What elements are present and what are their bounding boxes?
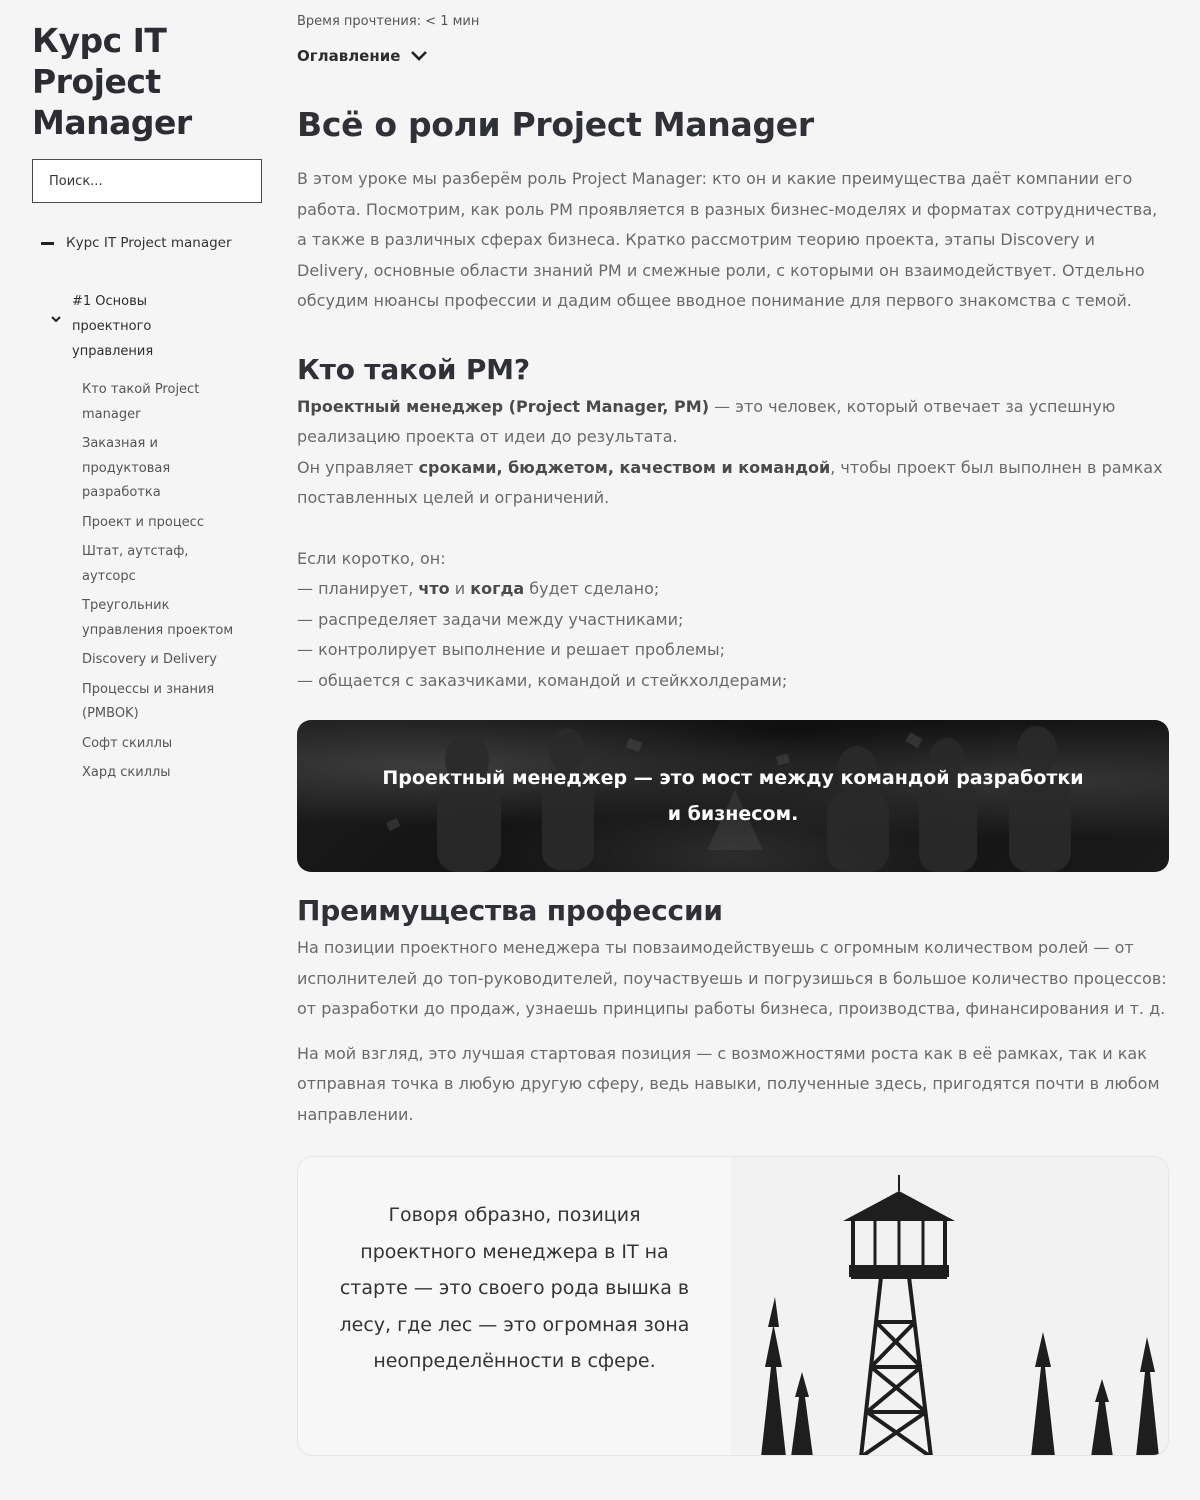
nav-item-triangle[interactable]: Треугольник управления проектом	[82, 598, 234, 638]
pm-definition-text: — это человек, который отвечает за успешную реализацию проекта от идеи до результата.	[297, 396, 1116, 446]
sidebar	[0, 0, 280, 1500]
intro-paragraph: В этом уроке мы разберём роль Project Manager: кто он и какие преимущества даёт компании его работа. Посмотрим, как роль PM проявляется в разных бизнес-моделях и форматах сотрудничества, а также в различных сферах бизнеса. Кратко рассмотрим теорию проекта, этапы Discovery и Delivery, основные области знаний PM и смежные роли, с которыми он взаимодействует. Отдельно обсудим нюансы профессии и дадим общее вводное понимание для первого знакомства с темой.	[297, 169, 1158, 310]
page-title: Всё о роли Project Manager	[297, 105, 814, 144]
watchtower-illustration	[731, 1157, 1168, 1456]
nav-item-custom-product-dev[interactable]: Заказная и продуктовая разработка	[82, 436, 171, 500]
nav-section-basics[interactable]	[72, 289, 202, 364]
nav-items	[82, 378, 242, 786]
nav-item-pmbok[interactable]: Процессы и знания (PMBOK)	[82, 681, 215, 721]
nav-item-staff-outsource[interactable]: Штат, аутстаф, аутсорс	[82, 544, 189, 584]
banner-quote-text: Проектный менеджер — это мост между командой разработки и бизнесом.	[382, 767, 1084, 825]
metaphor-card	[297, 1156, 1169, 1456]
nav-item-soft-skills[interactable]: Софт скиллы	[82, 735, 173, 751]
quote-banner	[297, 720, 1169, 872]
bullet-plans-and: и	[449, 579, 471, 598]
watchtower-image	[731, 1157, 1168, 1456]
pm-definition	[297, 392, 1169, 453]
chevron-down-icon	[410, 49, 428, 63]
collapse-minus-icon[interactable]	[41, 242, 54, 245]
bullet-plans-prefix: — планирует,	[297, 579, 419, 598]
advantages-paragraph-1: На позиции проектного менеджера ты повзаимодействуешь с огромным количеством ролей — от исполнителей до топ-руководителей, поучаствуешь и погрузишься в большое количество процессов: от разработки до продаж, узнаешь принципы работы бизнеса, производства, финансирования и т. д.	[297, 938, 1167, 1018]
pm-manages-areas: сроками, бюджетом, качеством и командой	[418, 457, 831, 477]
pm-manages-suffix: , чтобы проект был выполнен в рамках поставленных целей и ограничений.	[297, 457, 1163, 507]
nav-item-hard-skills[interactable]: Хард скиллы	[82, 765, 171, 780]
short-summary-intro: Если коротко, он:	[297, 548, 446, 568]
pm-manages-prefix: Он управляет	[297, 457, 419, 477]
toc-toggle[interactable]	[297, 47, 1169, 65]
bullet-plans-when: когда	[470, 579, 525, 598]
heading-advantages: Преимущества профессии	[297, 894, 723, 927]
bullet-communicates: — общается с заказчиками, командой и стейкхолдерами;	[297, 670, 788, 690]
bullet-plans	[297, 574, 1169, 605]
search-input[interactable]	[32, 159, 262, 203]
bullet-plans-suffix: будет сделано;	[524, 579, 660, 598]
metaphor-card-text: Говоря образно, позиция проектного менеджера в IT на старте — это своего рода вышка в лесу, где лес — это огромная зона неопределённости в сфере.	[339, 1204, 690, 1372]
bullet-controls: — контролирует выполнение и решает проблемы;	[297, 640, 726, 659]
nav-section-label: #1 Основы проектного управления	[72, 294, 154, 359]
advantages-paragraph-2: На мой взгляд, это лучшая стартовая позиция — с возможностями роста как в её рамках, так и как отправная точка в любую другую сферу, ведь навыки, полученные здесь, пригодятся почти в любом направлении.	[297, 1043, 1160, 1124]
nav-item-who-is-pm[interactable]: Кто такой Project manager	[82, 382, 200, 422]
pm-manages	[297, 453, 1169, 514]
course-title: Курс IT Project Manager	[32, 21, 192, 142]
nav-item-project-process[interactable]: Проект и процесс	[82, 514, 204, 530]
nav-item-discovery-delivery[interactable]: Discovery и Delivery	[82, 652, 217, 667]
pm-definition-term: Проектный менеджер (Project Manager, PM)	[297, 396, 709, 416]
article	[297, 0, 1169, 1456]
toc-label: Оглавление	[297, 47, 401, 65]
bullet-plans-what: что	[418, 579, 450, 598]
nav-root-label: Курс IT Project manager	[66, 235, 232, 251]
read-time: Время прочтения: < 1 мин	[297, 14, 480, 29]
bullet-distributes: — распределяет задачи между участниками;	[297, 609, 684, 629]
nav-root-course[interactable]	[41, 235, 280, 251]
chevron-down-icon[interactable]	[50, 313, 62, 325]
heading-who-is-pm: Кто такой PM?	[297, 352, 530, 386]
